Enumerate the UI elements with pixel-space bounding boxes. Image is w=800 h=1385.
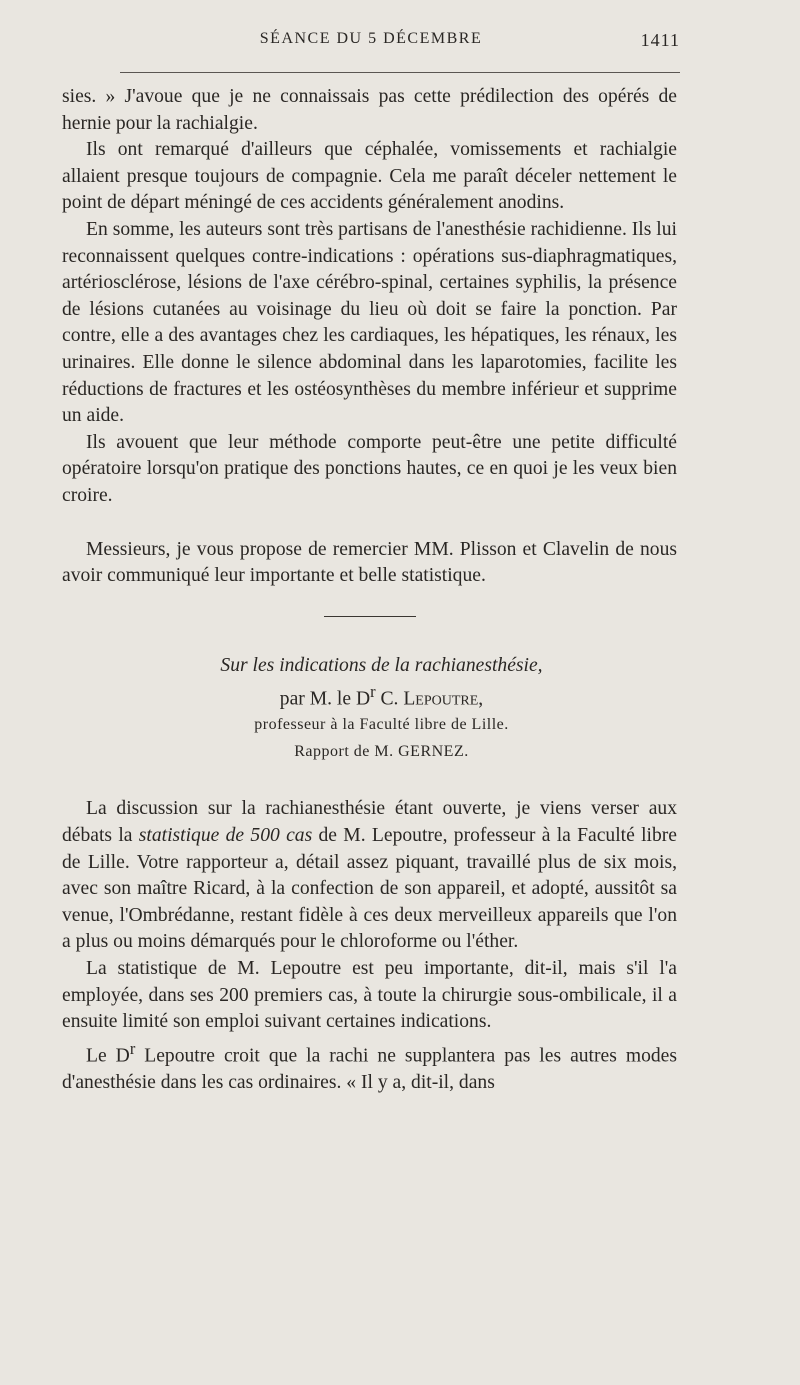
paragraph: La statistique de M. Lepoutre est peu importante, dit-il, mais s'il l'a employée, dans ses 200 premiers cas, à toute la chirurgie sous-ombilicale, il a ensuite limité son emploi suivant certaines indications.: [62, 957, 677, 1033]
paragraph: Ils ont remarqué d'ailleurs que céphalée, vomissements et rachialgie allaient presque toujours de compagnie. Cela me paraît déceler nettement le point de départ méningé de ces accidents généralement anodins.: [62, 139, 677, 214]
article-report: Rapport de M. GERNEZ.: [294, 742, 469, 760]
text-run: de M. Lepoutre, professeur à la Faculté libre de Lille. Votre rapporteur a, détail assez piquant, travaillé plus de six mois, avec son maître Ricard, à la confection de son appareil, et adopté, aussitôt sa venue, l'Ombrédanne, restant fidèle à ces deux merveilleux appareils que l'on a plus ou moins démarqués pour le chloroforme ou l'éther.: [62, 825, 677, 953]
section-separator: [324, 616, 416, 617]
paragraph: [62, 1036, 677, 1097]
running-head: [62, 30, 680, 56]
author-name: Lepoutre,: [403, 688, 484, 710]
italic-run: statistique de 500 cas: [138, 825, 313, 846]
paragraph-continuation: sies. » J'avoue que je ne connaissais pas cette prédilection des opérés de hernie pour la rachialgie.: [62, 86, 677, 134]
article-title: Sur les indications de la rachianesthésie,: [220, 654, 543, 676]
header-rule: [120, 72, 680, 73]
paragraph: [62, 796, 677, 956]
body-text: [62, 84, 677, 1096]
paragraph: Ils avouent que leur méthode comporte peut-être une petite difficulté opératoire lorsqu'on pratique des ponctions hautes, ce en quoi je les veux bien croire.: [62, 431, 677, 506]
superscript: r: [129, 1038, 136, 1058]
paragraph-conclusion: Messieurs, je vous propose de remercier MM. Plisson et Clavelin de nous avoir communiqué leur importante et belle statistique.: [62, 538, 677, 587]
text-run: La discussion sur la rachianesthésie étant ouverte, je viens verser aux débats la: [62, 798, 677, 846]
running-title: SÉANCE DU 5 DÉCEMBRE: [259, 30, 483, 47]
article-affiliation: professeur à la Faculté libre de Lille.: [254, 716, 509, 734]
author-superscript: r: [370, 681, 376, 701]
paragraph: En somme, les auteurs sont très partisans de l'anesthésie rachidienne. Ils lui reconnaissent quelques contre-indications : opérations sus-diaphragmatiques, artériosclérose, lésions de l'axe cérébro-spinal, certaines syphilis, la présence de lésions cutanées au voisinage du lieu où doit se faire la ponction. Par contre, elle a des avantages chez les cardiaques, les hépatiques, les rénaux, les urinaires. Elle donne le silence abdominal dans les laparotomies, facilite les réductions de fractures et les ostéosynthèses du membre inférieur et supprime un aide.: [62, 218, 677, 427]
article-author: [62, 679, 677, 713]
text-run: Le D: [86, 1045, 130, 1067]
author-prefix: par M. le D: [279, 688, 371, 710]
article-heading: [62, 653, 677, 766]
report-body: [62, 796, 677, 1096]
author-initial: C.: [375, 688, 404, 710]
page-number: 1411: [640, 30, 680, 50]
text-run: Lepoutre croit que la rachi ne supplantera pas les autres modes d'anesthésie dans les cas ordinaires. « Il y a, dit-il, dans: [62, 1045, 677, 1093]
